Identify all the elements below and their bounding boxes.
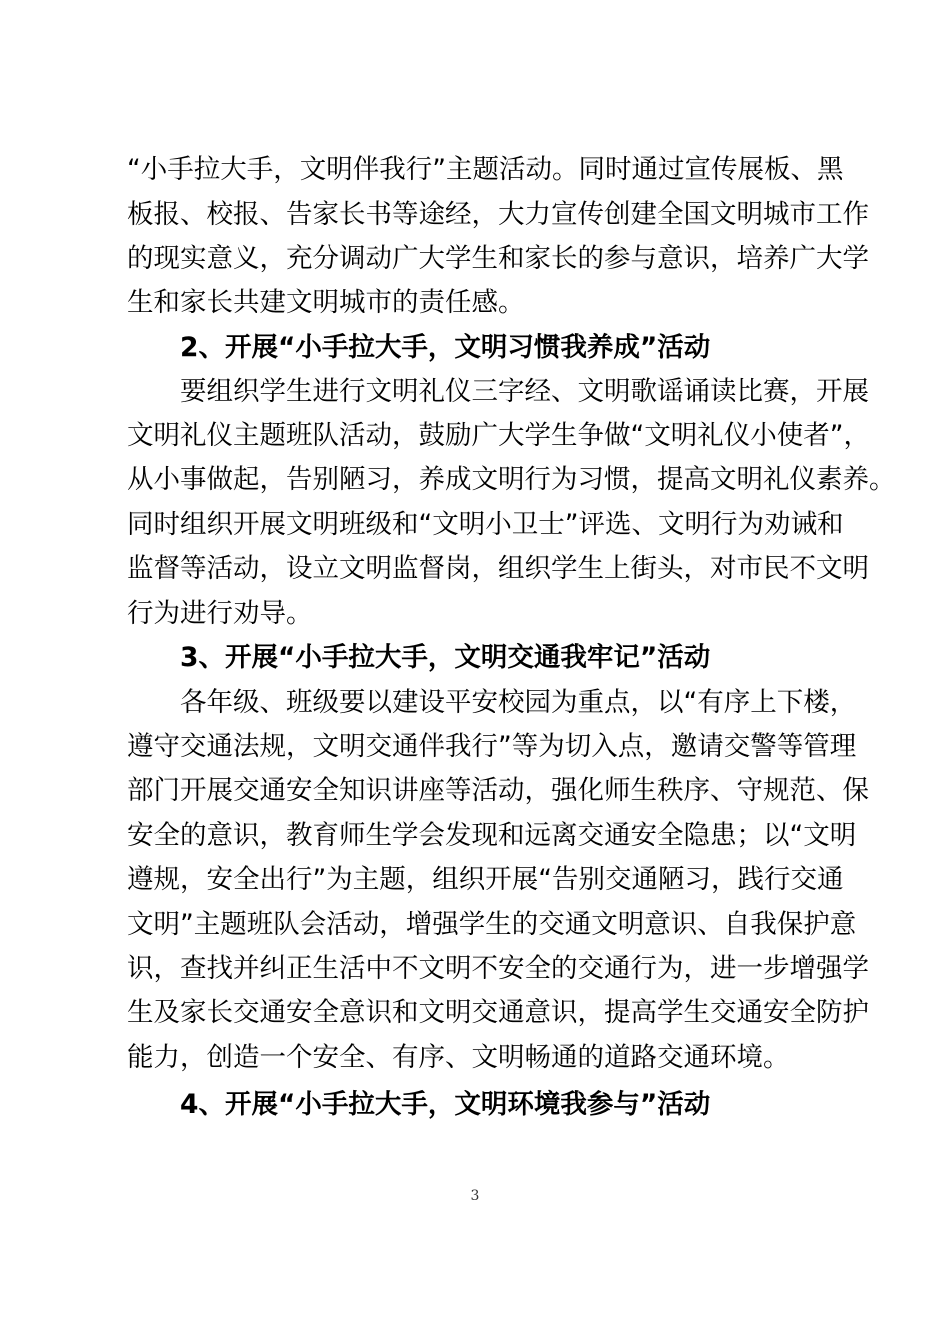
paragraph-line: 各年级、班级要以建设平安校园为重点，以“有序上下楼， xyxy=(180,687,857,718)
paragraph-line: 部门开展交通安全知识讲座等活动，强化师生秩序、守规范、保 xyxy=(127,775,869,806)
paragraph-line: 监督等活动，设立文明监督岗，组织学生上街头，对市民不文明 xyxy=(127,553,869,584)
paragraph-line: 从小事做起，告别陋习，养成文明行为习惯，提高文明礼仪素养。 xyxy=(127,464,896,495)
paragraph-line: 遵规，安全出行”为主题，组织开展“告别交通陋习，践行交通 xyxy=(127,864,844,895)
paragraph-line: 识，查找并纠正生活中不文明不安全的交通行为，进一步增强学 xyxy=(127,953,869,984)
page-number: 3 xyxy=(470,1188,480,1204)
paragraph-line: 安全的意识，教育师生学会发现和远离交通安全隐患；以“文明 xyxy=(127,820,857,851)
paragraph-line: 能力，创造一个安全、有序、文明畅通的道路交通环境。 xyxy=(127,1042,790,1073)
paragraph-line: 同时组织开展文明班级和“文明小卫士”评选、文明行为劝诫和 xyxy=(127,509,844,540)
paragraph-line: “小手拉大手，文明伴我行”主题活动。同时通过宣传展板、黑 xyxy=(127,154,844,185)
paragraph-line: 生和家长共建文明城市的责任感。 xyxy=(127,287,525,318)
paragraph-line: 文明”主题班队会活动，增强学生的交通文明意识、自我保护意 xyxy=(127,909,857,940)
paragraph-line: 生及家长交通安全意识和文明交通意识，提高学生交通安全防护 xyxy=(127,997,869,1028)
paragraph-line: 要组织学生进行文明礼仪三字经、文明歌谣诵读比赛，开展 xyxy=(180,376,869,407)
paragraph-line: 板报、校报、告家长书等途经，大力宣传创建全国文明城市工作 xyxy=(127,199,869,230)
section-heading: 3、开展“小手拉大手，文明交通我牢记”活动 xyxy=(180,642,711,673)
section-heading: 2、开展“小手拉大手，文明习惯我养成”活动 xyxy=(180,332,711,363)
paragraph-line: 的现实意义，充分调动广大学生和家长的参与意识，培养广大学 xyxy=(127,243,869,274)
paragraph-line: 文明礼仪主题班队活动，鼓励广大学生争做“文明礼仪小使者”， xyxy=(127,420,870,451)
paragraph-line: 遵守交通法规，文明交通伴我行”等为切入点，邀请交警等管理 xyxy=(127,731,857,762)
section-heading: 4、开展“小手拉大手，文明环境我参与”活动 xyxy=(180,1089,711,1120)
paragraph-line: 行为进行劝导。 xyxy=(127,598,313,629)
